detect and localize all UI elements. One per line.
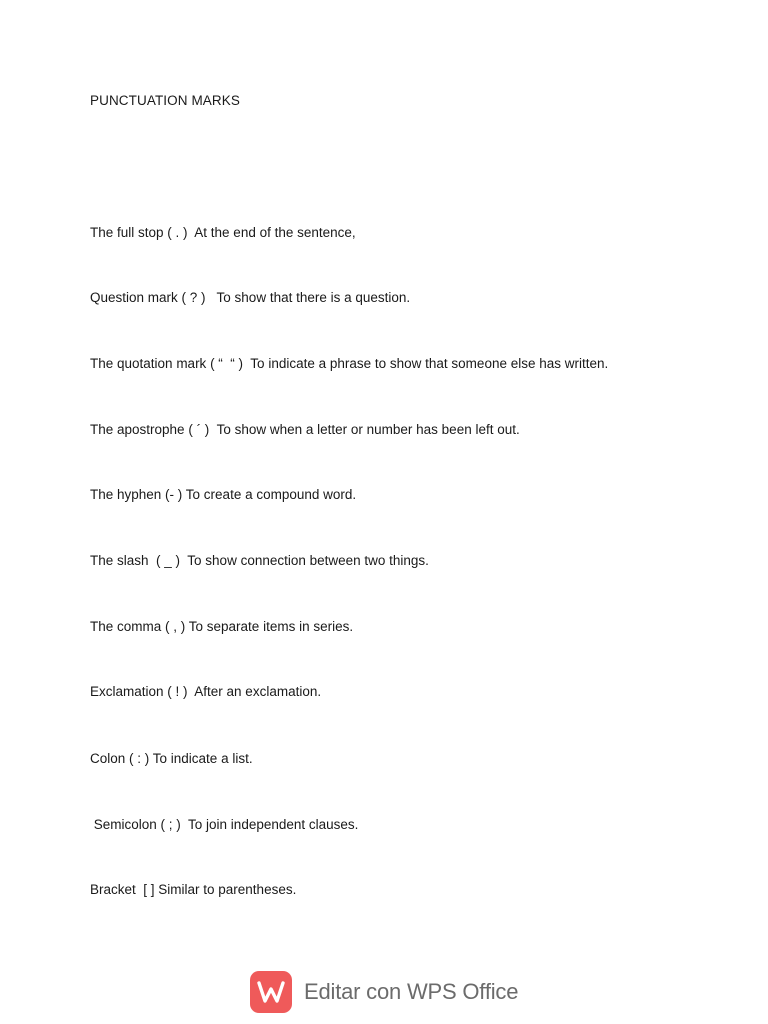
document-title: PUNCTUATION MARKS [90, 93, 240, 108]
punctuation-line-comma: The comma ( , ) To separate items in series. [90, 619, 354, 634]
punctuation-line-hyphen: The hyphen (- ) To create a compound word. [90, 487, 357, 502]
punctuation-line-bracket: Bracket [ ] Similar to parentheses. [90, 882, 297, 897]
punctuation-line-colon: Colon ( : ) To indicate a list. [90, 751, 253, 766]
edit-with-wps-label: Editar con WPS Office [304, 979, 519, 1004]
punctuation-line-exclamation: Exclamation ( ! ) After an exclamation. [90, 684, 322, 699]
punctuation-line-quotation-mark: The quotation mark ( “ “ ) To indicate a phrase to show that someone else has written. [90, 356, 609, 371]
edit-with-wps-banner[interactable] [250, 970, 518, 1014]
punctuation-line-semicolon: Semicolon ( ; ) To join independent clauses. [90, 817, 359, 832]
punctuation-line-slash: The slash ( _ ) To show connection between two things. [90, 553, 429, 568]
punctuation-line-question-mark: Question mark ( ? ) To show that there is a question. [90, 290, 411, 305]
punctuation-line-full-stop: The full stop ( . ) At the end of the sentence, [90, 225, 356, 240]
wps-office-logo-icon [250, 971, 292, 1013]
punctuation-line-apostrophe: The apostrophe ( ´ ) To show when a letter or number has been left out. [90, 422, 520, 437]
